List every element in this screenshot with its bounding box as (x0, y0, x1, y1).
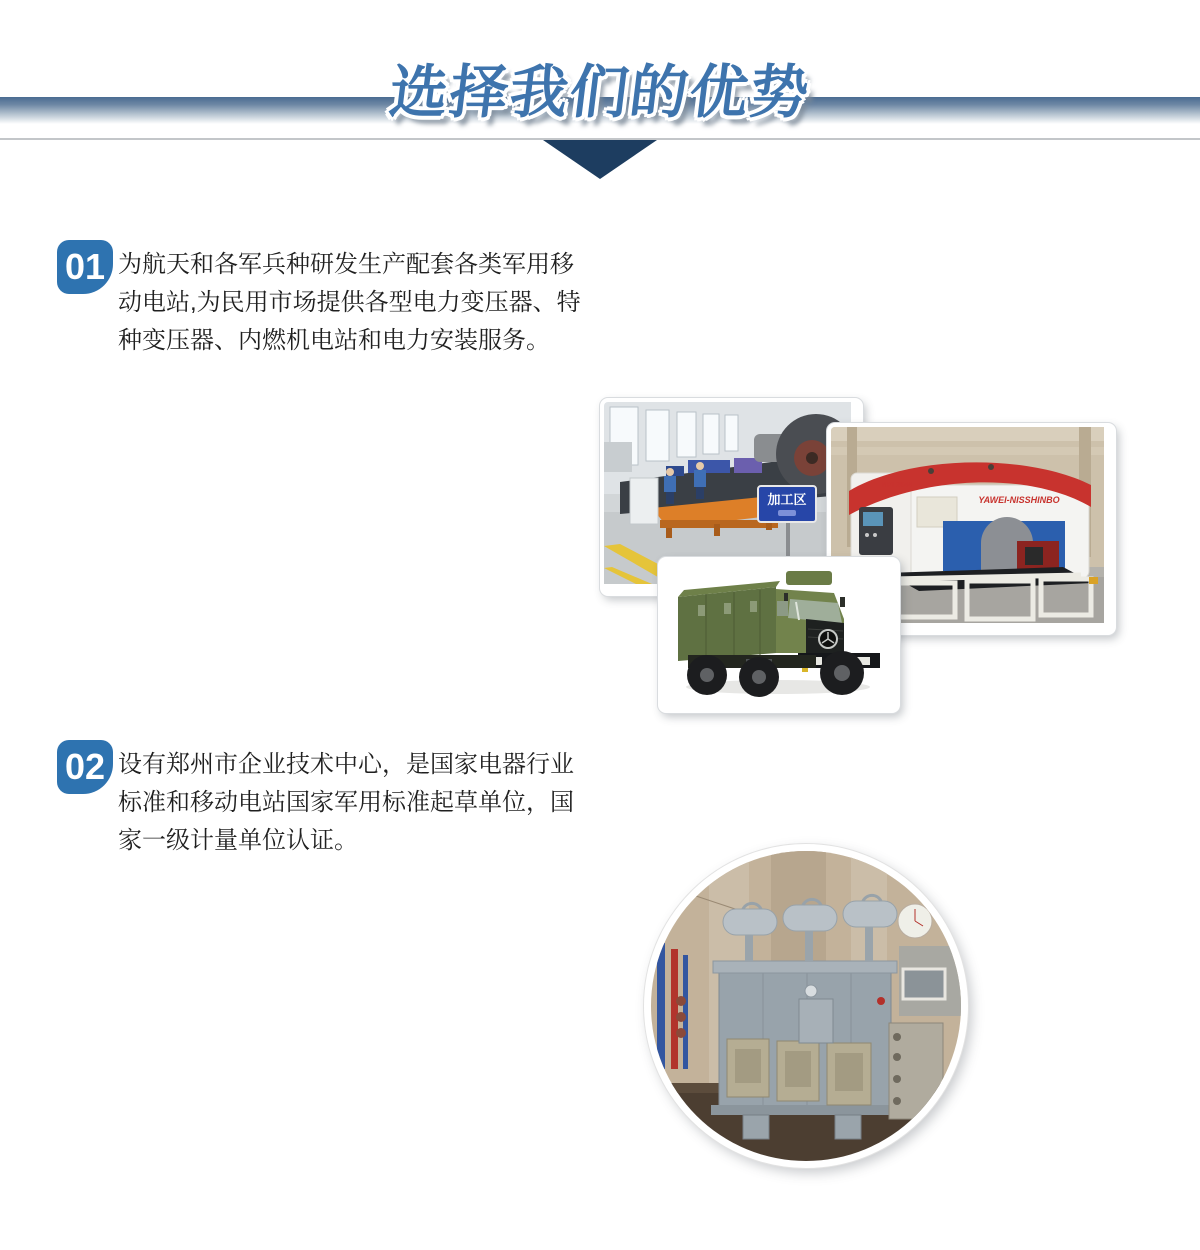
section-02-line-1: 设有郑州市企业技术中心，是国家电器行业 (118, 751, 574, 778)
section-02-line-2: 标准和移动电站国家军用标准起草单位，国 (118, 789, 574, 816)
conduit-box (799, 999, 833, 1043)
side-steel-cabinet (889, 1023, 943, 1119)
section-02-text (118, 746, 628, 860)
photo-military-truck (658, 557, 900, 713)
section-02-line-3: 家一级计量单位认证。 (118, 827, 358, 854)
machine-model-text: NPI-2044 (882, 482, 912, 489)
control-cabinet (630, 478, 658, 524)
red-valve (877, 997, 885, 1005)
section-01-badge (57, 240, 113, 294)
top-cylinders (723, 895, 897, 961)
photo-transformer-circle (644, 844, 968, 1168)
down-arrow-icon (543, 140, 657, 179)
section-02-number: 02 (64, 746, 106, 787)
section-01-text (118, 246, 628, 360)
machine-brand-text: YAWEI-NISSHINBO (978, 495, 1060, 505)
background-left-rack (657, 943, 688, 1069)
machining-area-sign-text: 加工区 (767, 492, 807, 507)
header (0, 56, 1200, 130)
truck-box-body (678, 581, 780, 661)
section-02-badge (57, 740, 113, 794)
section-01-line-2: 动电站,为民用市场提供各型电力变压器、特 (118, 289, 581, 316)
section-01-line-3: 种变压器、内燃机电站和电力安装服务。 (118, 327, 550, 354)
front-control-boxes (727, 1039, 871, 1105)
military-truck-illustration (662, 561, 888, 701)
section-01-number: 01 (64, 246, 106, 287)
gauge (805, 985, 817, 997)
page-title: 选择我们的优势 (386, 60, 815, 125)
section-01-line-1: 为航天和各军兵种研发生产配套各类军用移 (118, 251, 574, 278)
transformer-illustration (651, 851, 961, 1161)
